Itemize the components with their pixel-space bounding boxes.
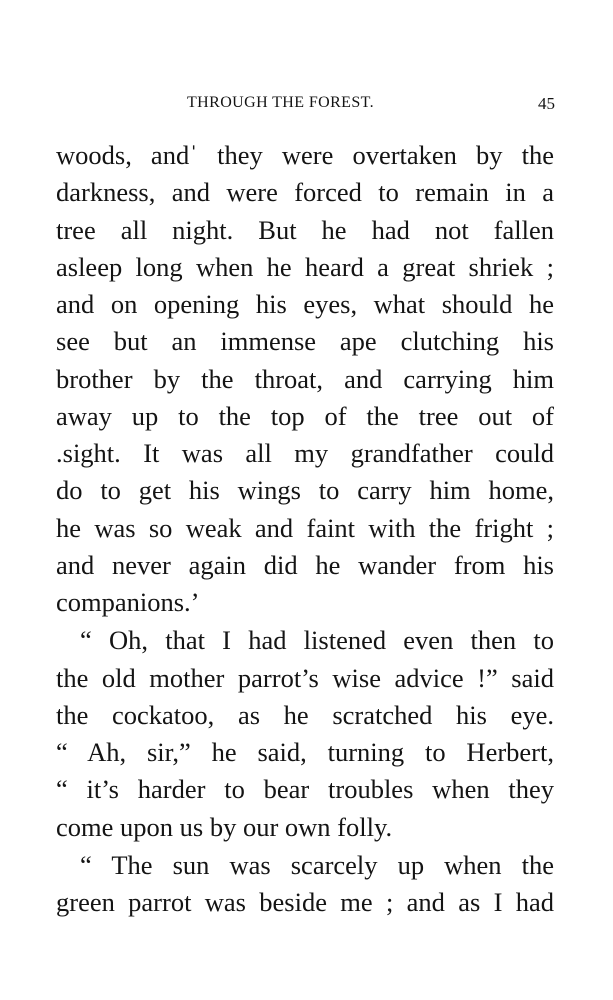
- text-line: and never again did he wander from his: [56, 549, 554, 580]
- text-line: he was so weak and faint with the fright ;: [56, 512, 554, 543]
- text-line: “ Oh, that I had listened even then to: [80, 625, 554, 656]
- text-line: “ Ah, sir,” he said, turning to Herbert,: [56, 737, 554, 767]
- text-line: see but an immense ape clutching his: [56, 326, 554, 357]
- text-line: companions.’: [56, 587, 200, 617]
- page-number: 45: [538, 94, 555, 113]
- text-line: “ it’s harder to bear troubles when they: [56, 774, 554, 805]
- text-line: asleep long when he heard a great shriek ;: [56, 251, 554, 282]
- text-line: come upon us by our own folly.: [56, 811, 393, 842]
- text-line: brother by the throat, and carrying him: [56, 363, 554, 394]
- text-line: away up to the top of the tree out of: [56, 400, 554, 431]
- text-line: green parrot was beside me ; and as I had: [56, 887, 554, 917]
- body-text: [56, 137, 554, 921]
- text-line: and on opening his eyes, what should he: [56, 289, 554, 319]
- running-head: [55, 94, 555, 118]
- running-head-title: THROUGH THE FOREST.: [187, 94, 375, 111]
- text-line: darkness, and were forced to remain in a: [56, 177, 554, 208]
- text-line: “ The sun was scarcely up when the: [80, 849, 554, 880]
- text-line: .sight. It was all my grandfather could: [56, 438, 554, 468]
- text-line: woods, andˈ they were overtaken by the: [56, 140, 554, 170]
- text-line: the old mother parrot’s wise advice !” said: [56, 662, 554, 693]
- text-line: tree all night. But he had not fallen: [56, 214, 554, 245]
- text-line: the cockatoo, as he scratched his eye.: [56, 699, 554, 730]
- text-line: do to get his wings to carry him home,: [56, 475, 554, 506]
